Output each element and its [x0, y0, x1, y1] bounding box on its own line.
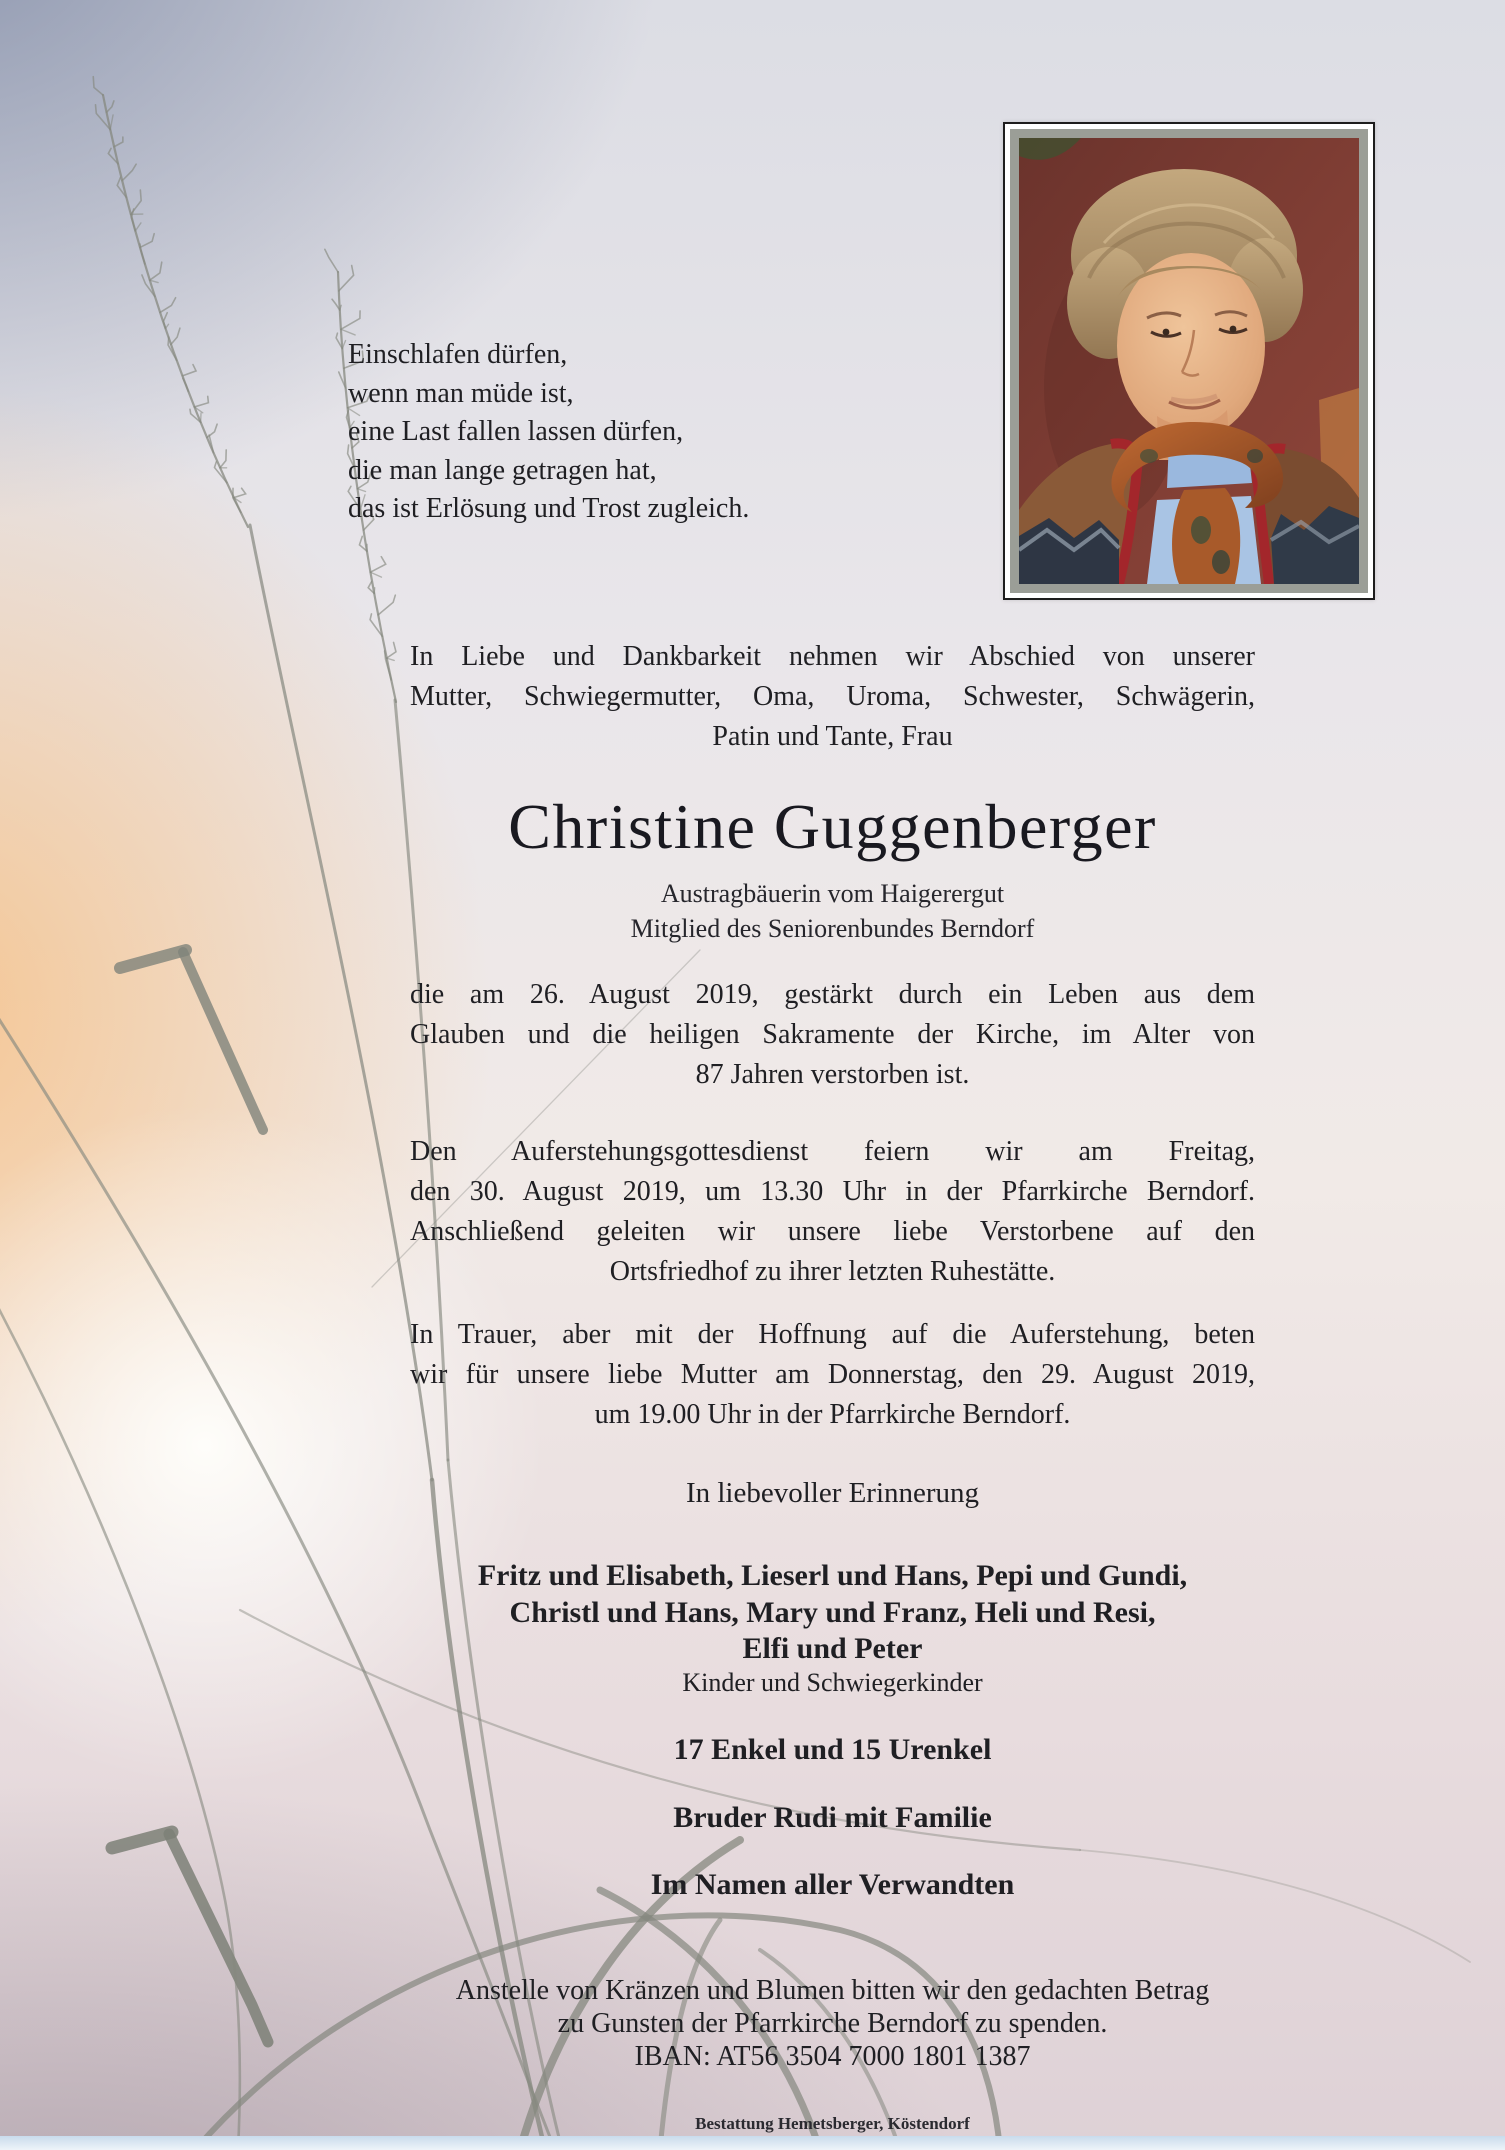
remembrance-heading: In liebevoller Erinnerung: [685, 1477, 980, 1509]
relatives-line: Im Namen aller Verwandten: [650, 1868, 1015, 1901]
deceased-subtitle-farm: Austragbäuerin vom Haigerergut: [660, 879, 1005, 908]
poem: [348, 336, 749, 529]
deceased-subtitles: [410, 876, 1255, 946]
deceased-name: Christine Guggenberger: [508, 791, 1157, 862]
text-line: wir für unsere liebe Mutter am Donnerstag, den 29. August 2019,: [410, 1359, 1255, 1390]
text-line: das ist Erlösung und Trost zugleich.: [348, 493, 750, 524]
text-line: In Liebe und Dankbarkeit nehmen wir Abschied von unserer: [410, 641, 1255, 672]
text-line: Patin und Tante, Frau: [712, 721, 953, 752]
text-line: zu Gunsten der Pfarrkirche Berndorf zu spenden.: [557, 2008, 1108, 2039]
text-line: wenn man müde ist,: [348, 377, 574, 409]
text-line: die man lange getragen hat,: [348, 454, 657, 486]
intro-paragraph: [410, 637, 1255, 757]
text-line: IBAN: AT56 3504 7000 1801 1387: [634, 2041, 1031, 2072]
text-line: Anstelle von Kränzen und Blumen bitten wir den gedachten Betrag: [455, 1975, 1210, 2006]
prayer-paragraph: [410, 1315, 1255, 1435]
text-line: eine Last fallen lassen dürfen,: [348, 416, 684, 447]
text-line: Christl und Hans, Mary und Franz, Heli und Resi,: [509, 1595, 1156, 1629]
scan-edge-strip: [0, 2136, 1505, 2150]
text-line: Elfi und Peter: [742, 1632, 923, 1665]
text-line: den 30. August 2019, um 13.30 Uhr in der Pfarrkirche Berndorf.: [410, 1176, 1255, 1207]
deceased-subtitle-club: Mitglied des Seniorenbundes Berndorf: [630, 914, 1035, 943]
brother-line: Bruder Rudi mit Familie: [673, 1801, 992, 1834]
text-line: In Trauer, aber mit der Hoffnung auf die Auferstehung, beten: [410, 1319, 1255, 1350]
children-names: [410, 1558, 1255, 1668]
portrait-photo-border: [1010, 129, 1368, 593]
text-line: Den Auferstehungsgottesdienst feiern wir am Freitag,: [410, 1136, 1255, 1167]
text-line: Ortsfriedhof zu ihrer letzten Ruhestätte.: [609, 1256, 1056, 1287]
text-line: Fritz und Elisabeth, Lieserl und Hans, Pepi und Gundi,: [477, 1559, 1188, 1592]
donation-paragraph: [395, 1974, 1270, 2073]
text-line: Mutter, Schwiegermutter, Oma, Uroma, Schwester, Schwägerin,: [410, 681, 1255, 712]
text-line: die am 26. August 2019, gestärkt durch ein Leben aus dem: [410, 979, 1255, 1010]
funeral-home-credit: Bestattung Hemetsberger, Köstendorf: [695, 2114, 970, 2133]
grandchildren-line: 17 Enkel und 15 Urenkel: [673, 1733, 992, 1766]
portrait-photo: [1003, 122, 1375, 600]
text-line: Einschlafen dürfen,: [348, 339, 568, 370]
children-caption: Kinder und Schwiegerkinder: [682, 1668, 983, 1697]
text-line: um 19.00 Uhr in der Pfarrkirche Berndorf.: [594, 1399, 1071, 1430]
service-paragraph: [410, 1132, 1255, 1292]
text-line: Anschließend geleiten wir unsere liebe Verstorbene auf den: [410, 1216, 1255, 1247]
text-line: 87 Jahren verstorben ist.: [695, 1059, 970, 1090]
death-notice-paragraph: [410, 975, 1255, 1095]
text-line: Glauben und die heiligen Sakramente der Kirche, im Alter von: [410, 1019, 1255, 1050]
portrait-illustration: [1019, 138, 1359, 584]
